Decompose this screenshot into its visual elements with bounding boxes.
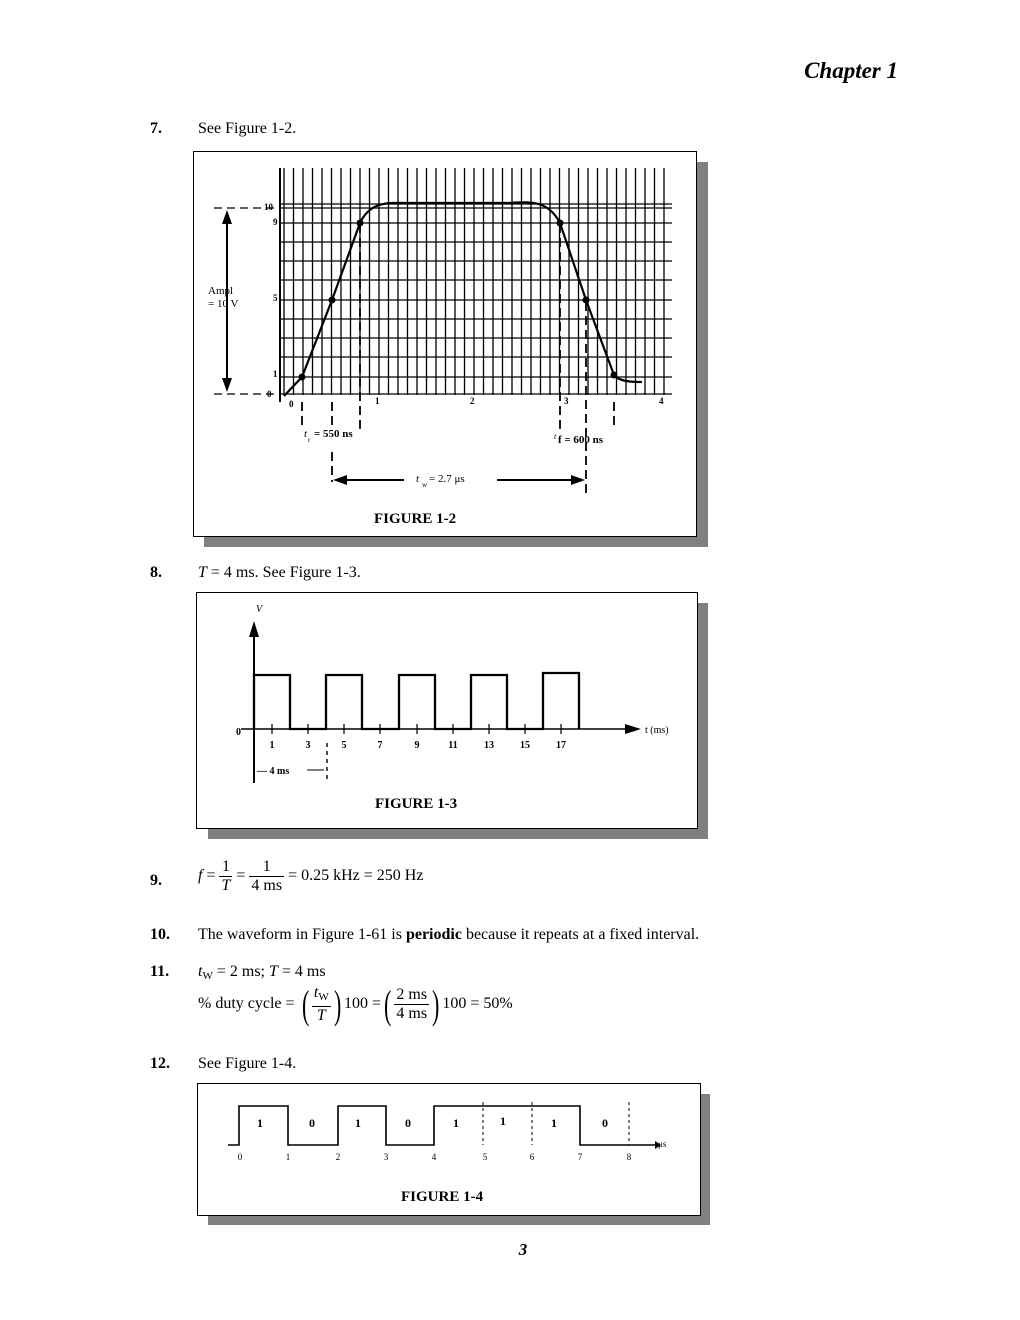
item-7-text: See Figure 1-2. [198, 120, 297, 137]
tf-value: f = 600 ns [558, 434, 604, 446]
point-10pct-rise [299, 374, 306, 381]
item-12-text: See Figure 1-4. [198, 1055, 297, 1072]
frac-2ms-over-4ms: $\frac{2 ms}{4 ms}$ [396, 986, 428, 1022]
x-tick-label: 1 [285, 1152, 291, 1162]
x-tick-label: 5 [341, 740, 347, 751]
x-tick-4: 4 [659, 396, 664, 406]
x-tick-label: 13 [484, 740, 494, 751]
item-12-number: 12. [150, 1055, 170, 1072]
item-9-number: 9. [150, 872, 162, 889]
x-tick-2: 2 [470, 396, 475, 406]
x-axis-label: t (ms) [645, 725, 669, 736]
y-tick-1: 1 [273, 369, 278, 379]
figure-1-2-plot [194, 152, 696, 536]
x-tick-label: 6 [529, 1152, 535, 1162]
tr-sub: r [308, 436, 311, 444]
item-10-number: 10. [150, 926, 170, 943]
item-8-text: T = 4 ms. See Figure 1-3. [198, 564, 361, 581]
x-tick-label: 3 [383, 1152, 389, 1162]
x-tick-label: 3 [305, 740, 311, 751]
frac-1-over-4ms: $\frac{1}{4 ms}$ [251, 858, 283, 894]
x-tick-1: 1 [375, 396, 380, 406]
unit-label: μs [658, 1139, 667, 1149]
bit-label: 1 [453, 1116, 459, 1130]
point-50pct-rise [329, 297, 336, 304]
x-tick-3: 3 [564, 396, 569, 406]
x-tick-label: 7 [377, 740, 383, 751]
x-tick-label: 9 [414, 740, 420, 751]
bit-label: 0 [309, 1116, 315, 1130]
x-tick-label: 15 [520, 740, 530, 751]
x-tick-label: 4 [431, 1152, 437, 1162]
page-number: 3 [518, 1240, 528, 1259]
item-9-equation: f = $\frac{1}{T}$ = $\frac{1}{4 ms}$ = 0.25 kHz = 250 Hz [198, 858, 424, 894]
x-tick-label: 2 [335, 1152, 341, 1162]
y-axis-label: V [256, 604, 263, 615]
figure-1-3-plot [197, 593, 697, 828]
item-11-line1: $t_W = 2$ ms; T = 4 ms [198, 963, 326, 982]
y-tick-5: 5 [273, 293, 278, 303]
item-7-number: 7. [150, 120, 162, 137]
tw-value: = 2.7 μs [429, 473, 465, 485]
bit-label: 1 [551, 1116, 557, 1130]
item-8-number: 8. [150, 564, 162, 581]
y-tick-0: 0 [267, 389, 272, 399]
x-tick-label: 5 [482, 1152, 488, 1162]
figure-1-3 [196, 592, 698, 829]
x-tick-label: 1 [269, 740, 275, 751]
tr-value: = 550 ns [314, 428, 353, 440]
digital-waveform [228, 1106, 658, 1145]
figure-1-4 [197, 1083, 701, 1216]
ampl-value: = 10 V [208, 298, 239, 310]
figure-1-2-caption: FIGURE 1-2 [374, 511, 457, 527]
chapter-title: Chapter 1 [804, 58, 898, 83]
y-tick-10: 10 [264, 202, 273, 212]
x-tick-label: 0 [237, 1152, 243, 1162]
tw-t: t [416, 473, 420, 485]
bit-label: 1 [257, 1116, 263, 1130]
square-wave [254, 673, 579, 729]
y-zero-label: 0 [236, 727, 241, 738]
period-label: — 4 ms [257, 766, 290, 777]
point-10pct-fall [611, 372, 618, 379]
x-tick-label: 8 [626, 1152, 632, 1162]
x-tick-label: 17 [556, 740, 566, 751]
x-tick-0: 0 [289, 399, 294, 409]
ampl-label: Ampl [208, 285, 234, 297]
item-11-duty-equation: % duty cycle = ( $\frac{t_W}{T}$ ) 100 =( $\frac{2 ms}{4 ms}$ ) 100 = 50% [198, 981, 513, 1027]
figure-1-4-caption: FIGURE 1-4 [401, 1189, 484, 1205]
y-tick-9: 9 [273, 217, 278, 227]
tf-t: t [554, 432, 557, 441]
tr-t: t [304, 428, 308, 440]
bit-label: 1 [500, 1114, 506, 1128]
bit-label: 0 [602, 1116, 608, 1130]
figure-1-2 [193, 151, 697, 537]
frac-1-over-T: $\frac{1}{T}$ [221, 858, 231, 894]
figure-1-4-plot [198, 1084, 700, 1215]
bit-label: 1 [355, 1116, 361, 1130]
item-11-number: 11. [150, 963, 170, 980]
bit-label: 0 [405, 1116, 411, 1130]
figure-1-3-caption: FIGURE 1-3 [375, 796, 458, 812]
frac-tw-over-T: $\frac{t_W}{T}$ [313, 984, 329, 1024]
x-tick-label: 11 [448, 740, 458, 751]
item-10-text: The waveform in Figure 1-61 is periodic because it repeats at a fixed interval. [198, 926, 700, 943]
tw-sub: w [422, 481, 428, 489]
x-tick-label: 7 [577, 1152, 583, 1162]
